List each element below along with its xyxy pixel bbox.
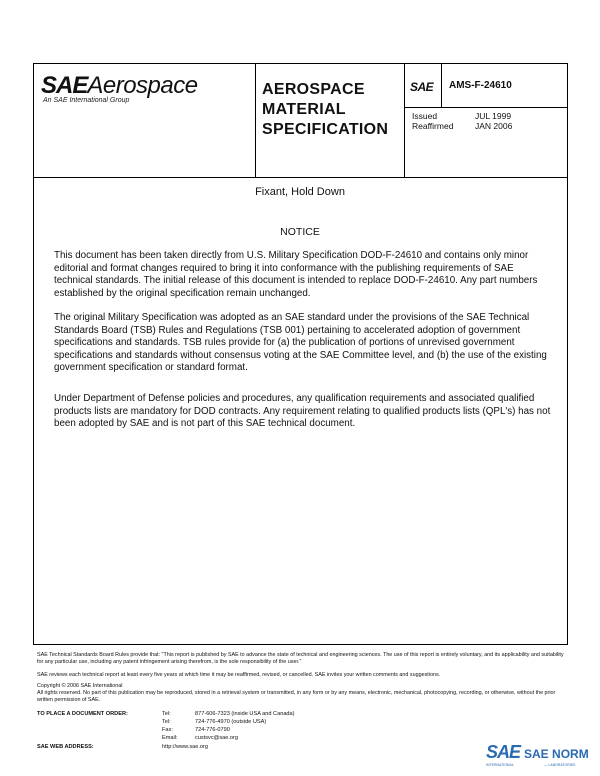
document-title: Fixant, Hold Down <box>255 186 345 198</box>
sae-mark: SAE <box>410 80 434 94</box>
sae-norm-text: SAE NORM <box>524 747 589 761</box>
contact-label-3: Fax: <box>162 727 173 733</box>
order-label: TO PLACE A DOCUMENT ORDER: <box>37 711 128 717</box>
sae-norm-mark: SAE <box>486 742 521 762</box>
notice-paragraph-2: The original Military Specification was adopted as an SAE standard under the provisions of the SAE Technical Standards Board (TSB) Rules and Regulations (TSB 001) pertaining to accelerated adoption of government specifications and standards. TSB rules provide for (a) the publication of portions of unrevised government specifications and standards without consensus voting at the SAE Committee level, and (b) the use of the existing government specification or standard format. <box>54 312 547 374</box>
document-number: AMS-F-24610 <box>449 80 512 91</box>
contact-value-4[interactable]: custsvc@sae.org <box>195 735 238 741</box>
copyright-text: Copyright © 2006 SAE International <box>37 683 123 689</box>
issued-label: Issued <box>412 111 438 121</box>
logo-sae-text: SAE <box>41 72 88 99</box>
contact-label-1: Tel: <box>162 711 171 717</box>
notice-paragraph-3: Under Department of Defense policies and procedures, any qualification requirements and associated qualified products lists are mandatory for DOD contracts. Any requirement relating to qualified products lists (QPL's) has not been adopted by SAE and is not part of this SAE technical document. <box>54 393 551 430</box>
sae-aerospace-logo <box>41 72 198 104</box>
logo-aerospace-text: Aerospace <box>87 72 198 99</box>
contact-label-4: Email: <box>162 735 178 741</box>
contact-label-2: Tel: <box>162 719 171 725</box>
contact-value-2: 724-776-4970 (outside USA) <box>195 719 267 725</box>
contact-value-1: 877-606-7323 (inside USA and Canada) <box>195 711 295 717</box>
title-line-2: MATERIAL <box>262 101 346 118</box>
header-divider <box>33 177 568 178</box>
notice-heading: NOTICE <box>280 226 320 238</box>
docnum-divider <box>441 63 442 107</box>
rights-text: All rights reserved. No part of this publication may be reproduced, stored in a retrieval system or transmitted, in any form or by any means, electronic, mechanical, photocopying, recording, or otherwise, without the prior written permission of SAE. <box>37 690 556 704</box>
reaffirmed-label: Reaffirmed <box>412 121 454 131</box>
tsb-rules-text: SAE Technical Standards Board Rules provide that: "This report is published by SAE to advance the state of technical and engineering sciences. The use of this report is entirely voluntary, and its applicability and suitability for any particular use, including any patent infringement arising therefrom, is the sole responsibility of the user." <box>37 652 564 666</box>
contact-value-3: 724-776-0790 <box>195 727 230 733</box>
web-label: SAE WEB ADDRESS: <box>37 744 94 750</box>
review-text: SAE reviews each technical report at least every five years at which time it may be reaffirmed, revised, or cancelled. SAE invites your written comments and suggestions. <box>37 672 441 678</box>
title-line-3: SPECIFICATION <box>262 121 389 138</box>
docnum-underline <box>404 107 568 108</box>
notice-paragraph-1: This document has been taken directly from U.S. Military Specification DOD-F-24610 and contains only minor editorial and format changes required to bring it into conformance with the publishing requirements of SAE technical standards. The initial release of this document is intended to replace DOD-F-24610. Any part numbers established by the original specification remain unchanged. <box>54 250 538 299</box>
document-type-title <box>262 80 388 140</box>
sae-norm-logo <box>486 742 589 767</box>
reaffirmed-date: JAN 2006 <box>475 121 513 131</box>
header-divider-right <box>404 63 405 177</box>
title-line-1: AEROSPACE <box>262 81 365 98</box>
web-address-link[interactable]: http://www.sae.org <box>162 744 209 750</box>
sae-norm-tagline-left: INTERNATIONAL <box>486 763 514 767</box>
issued-date: JUL 1999 <box>475 111 512 121</box>
sae-norm-tagline-right: — LABORATORIES <box>544 763 576 767</box>
header-divider-left <box>255 63 256 177</box>
logo-subtitle: An SAE International Group <box>43 97 130 104</box>
